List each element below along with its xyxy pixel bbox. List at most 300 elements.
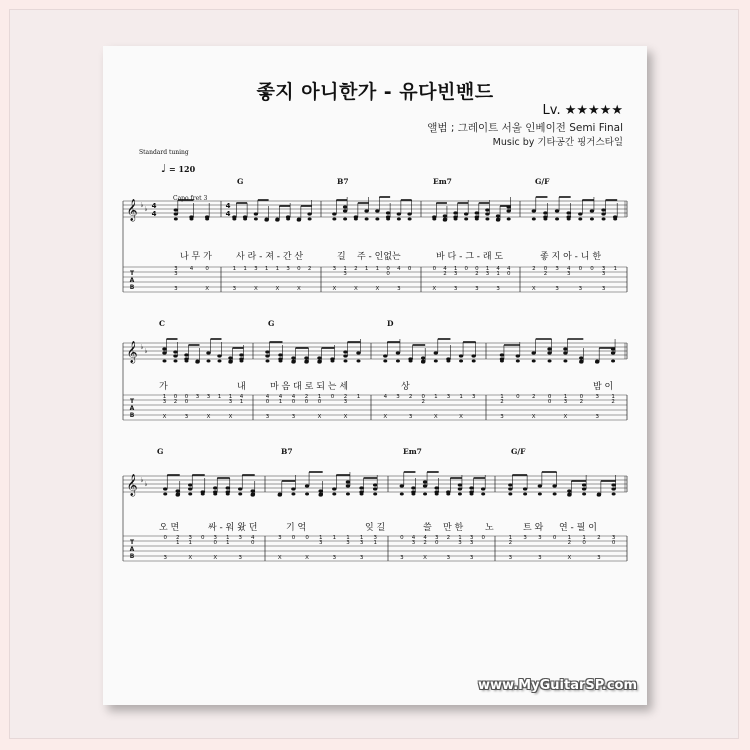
- tab-number: 3: [538, 555, 542, 561]
- note-head: [434, 351, 438, 354]
- tab-number: 3: [343, 399, 348, 405]
- note-head: [496, 214, 500, 217]
- note-head: [343, 218, 347, 221]
- note-head: [611, 351, 615, 354]
- tab-number: 1: [496, 271, 500, 277]
- tab-number: 1: [500, 394, 504, 400]
- tab-number: 4: [496, 266, 500, 272]
- note-head: [485, 218, 489, 221]
- tab-number: 2: [500, 399, 504, 405]
- note-head: [397, 212, 401, 215]
- tab-number: 3: [188, 535, 192, 541]
- note-head: [508, 483, 512, 486]
- tab-number: 0: [163, 535, 167, 541]
- note-head: [228, 356, 232, 359]
- tab-number: X: [375, 286, 380, 292]
- tab-number: X: [531, 286, 536, 292]
- tab-number: 0: [330, 394, 335, 400]
- note-head: [308, 218, 312, 221]
- tab-number: 1: [508, 535, 513, 541]
- note-head: [523, 493, 527, 496]
- tab-number: 3: [538, 535, 542, 541]
- note-head: [597, 493, 601, 496]
- note-head: [254, 218, 258, 221]
- note-head: [162, 351, 166, 354]
- tab-number: 3: [174, 271, 178, 277]
- note-head: [286, 218, 290, 221]
- note-head: [265, 354, 269, 357]
- tab-number: 4: [239, 394, 244, 400]
- note-head: [538, 484, 542, 487]
- note-head: [590, 218, 594, 221]
- tab-clef-label: T: [129, 539, 135, 546]
- note-head: [423, 480, 427, 483]
- tab-number: 3: [601, 266, 606, 272]
- tab-number: 0: [421, 394, 425, 400]
- capo-label: Capo fret 3: [173, 195, 208, 202]
- tab-number: 3: [238, 555, 242, 561]
- note-head: [485, 208, 489, 211]
- note-head: [291, 487, 295, 490]
- tab-number: 3: [475, 286, 479, 292]
- note-head: [254, 212, 258, 215]
- treble-clef-icon: 𝄞: [126, 341, 138, 363]
- note-head: [421, 356, 425, 359]
- tab-number: 0: [407, 266, 412, 272]
- tab-number: X: [459, 414, 463, 420]
- note-head: [359, 486, 363, 489]
- tab-number: 0: [475, 266, 479, 272]
- tab-clef-label: A: [129, 546, 135, 553]
- tab-number: 2: [173, 399, 178, 405]
- tab-number: 3: [400, 555, 404, 561]
- tab-number: 3: [434, 535, 439, 541]
- note-head: [595, 360, 599, 363]
- flat-icon: ♭: [144, 480, 148, 488]
- note-head: [567, 493, 571, 496]
- tab-number: X: [567, 555, 572, 561]
- tab-number: 3: [265, 414, 270, 420]
- tab-number: 0: [184, 394, 189, 400]
- tab-number: 3: [332, 555, 337, 561]
- note-head: [304, 356, 308, 359]
- tab-number: 3: [446, 555, 451, 561]
- note-head: [346, 484, 350, 487]
- tab-number: 1: [459, 394, 463, 400]
- note-head: [446, 493, 450, 496]
- tab-number: 0: [400, 535, 404, 541]
- note-head: [383, 354, 387, 357]
- tab-number: 1: [318, 535, 323, 541]
- note-head: [176, 489, 180, 492]
- tab-number: 3: [566, 271, 571, 277]
- note-head: [319, 493, 323, 496]
- note-head: [611, 483, 615, 486]
- note-head: [174, 360, 178, 363]
- notation-layer: [123, 197, 627, 561]
- tab-number: 3: [291, 414, 296, 420]
- note-head: [176, 493, 180, 496]
- note-head: [543, 218, 547, 221]
- note-head: [409, 360, 413, 363]
- tab-number: 0: [432, 266, 437, 272]
- note-head: [400, 493, 404, 496]
- tab-number: 0: [201, 535, 205, 541]
- note-head: [590, 209, 594, 212]
- tab-number: 3: [373, 535, 377, 541]
- note-head: [506, 209, 510, 212]
- note-head: [292, 360, 296, 363]
- note-head: [459, 360, 463, 363]
- sheet-music-page: [103, 46, 647, 705]
- tab-number: 1: [228, 394, 233, 400]
- note-head: [251, 493, 255, 496]
- tab-number: 1: [485, 266, 490, 272]
- tab-number: 2: [597, 535, 601, 541]
- note-head: [217, 354, 221, 357]
- note-head: [265, 218, 269, 221]
- note-head: [185, 360, 189, 363]
- tab-number: 0: [213, 540, 217, 546]
- tab-number: X: [432, 286, 437, 292]
- note-head: [291, 356, 295, 359]
- note-head: [443, 214, 447, 217]
- tab-number: 2: [543, 271, 548, 277]
- lyric-syllable: 밤 이: [593, 382, 614, 392]
- note-head: [579, 360, 583, 363]
- note-head: [373, 483, 377, 486]
- note-head: [344, 360, 348, 363]
- note-head: [332, 487, 336, 490]
- tab-number: 1: [278, 399, 283, 405]
- tab-number: 0: [434, 540, 439, 546]
- note-head: [305, 360, 309, 363]
- tab-number: X: [383, 414, 388, 420]
- tab-number: 3: [238, 535, 242, 541]
- note-head: [332, 218, 336, 221]
- note-head: [243, 218, 247, 221]
- tab-number: 3: [485, 271, 490, 277]
- tab-number: X: [531, 414, 536, 420]
- tab-number: 3: [601, 286, 606, 292]
- lyric-syllable: 노: [485, 523, 494, 533]
- note-head: [229, 360, 233, 363]
- tab-number: 4: [566, 266, 571, 272]
- tab-number: 3: [611, 535, 616, 541]
- note-head: [279, 360, 283, 363]
- note-head: [196, 360, 200, 363]
- tab-number: 3: [318, 540, 323, 546]
- note-head: [305, 493, 309, 496]
- note-head: [496, 218, 500, 221]
- note-head: [396, 351, 400, 354]
- tab-number: X: [433, 414, 438, 420]
- tab-number: 2: [532, 266, 536, 272]
- note-head: [213, 493, 217, 496]
- note-head: [373, 487, 377, 490]
- tab-number: 2: [446, 535, 451, 541]
- note-head: [332, 212, 336, 215]
- treble-clef-icon: 𝄞: [126, 474, 138, 496]
- note-head: [162, 347, 166, 350]
- tab-number: 3: [254, 266, 258, 272]
- tab-number: X: [213, 555, 218, 561]
- note-head: [226, 486, 230, 489]
- note-head: [516, 354, 520, 357]
- tab-number: 3: [195, 394, 200, 400]
- tab-number: 1: [373, 540, 377, 546]
- tab-number: X: [275, 286, 280, 292]
- note-head: [563, 347, 567, 350]
- tab-clef-label: T: [129, 270, 135, 277]
- note-head: [226, 493, 230, 496]
- tab-number: 2: [567, 540, 572, 546]
- tab-number: 2: [408, 394, 413, 400]
- note-head: [579, 356, 583, 359]
- chord-label: Em7: [433, 177, 452, 186]
- lyric-syllable: 만 한: [443, 523, 464, 533]
- tab-number: 3: [174, 286, 178, 292]
- note-head: [375, 218, 379, 221]
- note-head: [481, 487, 485, 490]
- note-head: [278, 353, 282, 356]
- note-head: [411, 486, 415, 489]
- note-head: [567, 489, 571, 492]
- note-head: [458, 487, 462, 490]
- tab-number: 4: [251, 535, 255, 541]
- note-head: [343, 350, 347, 353]
- tab-number: X: [228, 414, 233, 420]
- tab-number: 2: [443, 271, 447, 277]
- note-head: [396, 360, 400, 363]
- tab-number: 4: [411, 535, 416, 541]
- tab-number: 0: [552, 535, 557, 541]
- note-head: [611, 347, 615, 350]
- note-head: [240, 360, 244, 363]
- treble-clef-icon: 𝄞: [126, 199, 138, 221]
- note-head: [601, 212, 605, 215]
- lyric-syllable: 트 와: [523, 523, 544, 533]
- tab-number: 1: [356, 394, 361, 400]
- note-head: [582, 487, 586, 490]
- tab-number: 0: [291, 535, 296, 541]
- note-head: [601, 208, 605, 211]
- note-head: [364, 209, 368, 212]
- note-head: [357, 360, 361, 363]
- note-head: [346, 480, 350, 483]
- note-head: [547, 347, 551, 350]
- note-head: [343, 354, 347, 357]
- tab-number: X: [305, 555, 309, 561]
- note-head: [397, 218, 401, 221]
- tab-number: 1: [375, 266, 380, 272]
- tab-number: 3: [555, 286, 559, 292]
- note-head: [408, 218, 412, 221]
- tab-number: 0: [578, 266, 583, 272]
- tab-number: 3: [184, 414, 189, 420]
- flat-icon: ♭: [144, 347, 148, 355]
- note-head: [464, 212, 468, 215]
- note-head: [532, 360, 536, 363]
- note-head: [305, 484, 309, 487]
- time-signature: 4: [151, 202, 157, 210]
- note-head: [500, 360, 504, 363]
- note-head: [343, 205, 347, 208]
- tab-number: 3: [469, 535, 474, 541]
- tab-number: 0: [464, 266, 468, 272]
- tab-number: 2: [579, 399, 584, 405]
- tab-number: 3: [286, 266, 290, 272]
- note-head: [423, 493, 427, 496]
- note-head: [555, 209, 559, 212]
- note-head: [356, 351, 360, 354]
- tab-number: 3: [508, 555, 513, 561]
- music-credit: Music by 기타공간 핑거스타일: [492, 137, 623, 148]
- lyric-syllable: 좋 지 아 - 니 한: [540, 252, 602, 262]
- tab-number: 1: [226, 535, 230, 541]
- tab-number: 3: [446, 394, 451, 400]
- tab-number: 2: [531, 394, 536, 400]
- note-head: [346, 493, 350, 496]
- tab-number: 2: [611, 399, 615, 405]
- tab-number: 1: [243, 266, 247, 272]
- lyric-syllable: 마 음 대 로 되 는 세: [270, 382, 349, 392]
- note-head: [578, 218, 582, 221]
- tab-number: 1: [232, 266, 237, 272]
- note-head: [453, 211, 457, 214]
- note-head: [275, 218, 279, 221]
- lyric-syllable: 바 다 - 그 - 래 도: [436, 252, 504, 262]
- tab-number: 3: [174, 266, 178, 272]
- tab-number: 1: [453, 266, 458, 272]
- tab-number: 3: [408, 414, 413, 420]
- note-head: [423, 484, 427, 487]
- tab-number: 2: [176, 535, 180, 541]
- tab-number: 0: [251, 540, 255, 546]
- tab-number: 1: [226, 540, 230, 546]
- chord-label: G/F: [535, 177, 550, 186]
- tab-number: 0: [547, 399, 552, 405]
- tab-number: 2: [343, 394, 348, 400]
- note-head: [190, 218, 194, 221]
- tab-number: 3: [563, 399, 568, 405]
- note-head: [548, 360, 552, 363]
- note-head: [432, 218, 436, 221]
- tab-number: 3: [595, 394, 599, 400]
- note-head: [400, 484, 404, 487]
- tab-number: X: [188, 555, 193, 561]
- tab-number: X: [317, 414, 322, 420]
- tab-number: 3: [471, 394, 476, 400]
- tab-number: 3: [578, 286, 583, 292]
- tab-number: X: [343, 414, 348, 420]
- tab-number: 4: [383, 394, 388, 400]
- tab-number: 0: [547, 394, 552, 400]
- tab-number: 3: [453, 271, 458, 277]
- tab-number: 1: [239, 399, 244, 405]
- note-head: [383, 360, 387, 363]
- lyric-syllable: 길: [337, 252, 346, 262]
- score-notation: [103, 46, 647, 705]
- tab-clef-label: B: [129, 553, 135, 560]
- note-head: [470, 493, 474, 496]
- tab-clef-label: B: [129, 412, 135, 419]
- tab-number: 4: [278, 394, 283, 400]
- tab-clef-label: A: [129, 277, 135, 284]
- note-head: [553, 493, 557, 496]
- tab-number: 2: [475, 271, 479, 277]
- tab-number: 2: [304, 394, 309, 400]
- chord-label: Em7: [403, 447, 422, 456]
- tuning-label: Standard tuning: [139, 149, 189, 156]
- tab-number: 3: [469, 555, 474, 561]
- tab-number: 3: [397, 286, 401, 292]
- note-head: [446, 360, 450, 363]
- tab-number: 1: [567, 535, 572, 541]
- tab-number: 4: [506, 266, 511, 272]
- tab-number: 0: [291, 399, 296, 405]
- album-info: 앨범 ; 그레이트 서울 인베이전 Semi Final: [427, 122, 623, 134]
- tab-number: 0: [184, 399, 189, 405]
- note-head: [238, 487, 242, 490]
- tab-clef-label: T: [129, 398, 135, 405]
- tab-number: X: [423, 555, 427, 561]
- tab-number: X: [353, 286, 358, 292]
- tab-number: 4: [423, 535, 427, 541]
- tab-number: X: [277, 555, 282, 561]
- note-head: [173, 350, 177, 353]
- tab-number: 2: [508, 540, 513, 546]
- note-head: [611, 360, 615, 363]
- note-head: [265, 350, 269, 353]
- tab-number: 0: [205, 266, 209, 272]
- note-head: [297, 218, 301, 221]
- difficulty-level: Lv. ★★★★★: [542, 103, 623, 118]
- tab-number: 3: [278, 535, 282, 541]
- note-head: [238, 493, 242, 496]
- tab-number: 0: [297, 266, 301, 272]
- tab-number: 0: [386, 271, 390, 277]
- tab-number: 3: [213, 535, 217, 541]
- note-head: [563, 360, 567, 363]
- note-head: [435, 493, 439, 496]
- tab-number: 3: [555, 266, 559, 272]
- tab-number: 3: [206, 394, 211, 400]
- note-head: [538, 493, 542, 496]
- tab-number: 0: [516, 394, 520, 400]
- note-head: [475, 211, 479, 214]
- tab-number: X: [563, 414, 568, 420]
- tab-number: X: [253, 286, 258, 292]
- tab-number: 3: [359, 555, 364, 561]
- note-head: [188, 487, 192, 490]
- lyric-syllable: 잊 길: [365, 523, 386, 533]
- tab-number: 2: [354, 266, 358, 272]
- tab-number: 1: [275, 266, 280, 272]
- note-head: [232, 218, 236, 221]
- flat-icon: ♭: [140, 201, 144, 209]
- tab-number: 0: [543, 266, 548, 272]
- note-head: [207, 360, 211, 363]
- lyric-syllable: 오 면: [159, 523, 180, 533]
- tab-number: 1: [162, 394, 167, 400]
- note-head: [507, 218, 511, 221]
- tab-number: 0: [579, 394, 584, 400]
- note-head: [407, 212, 411, 215]
- tab-number: 3: [601, 271, 606, 277]
- note-head: [578, 212, 582, 215]
- note-head: [174, 218, 178, 221]
